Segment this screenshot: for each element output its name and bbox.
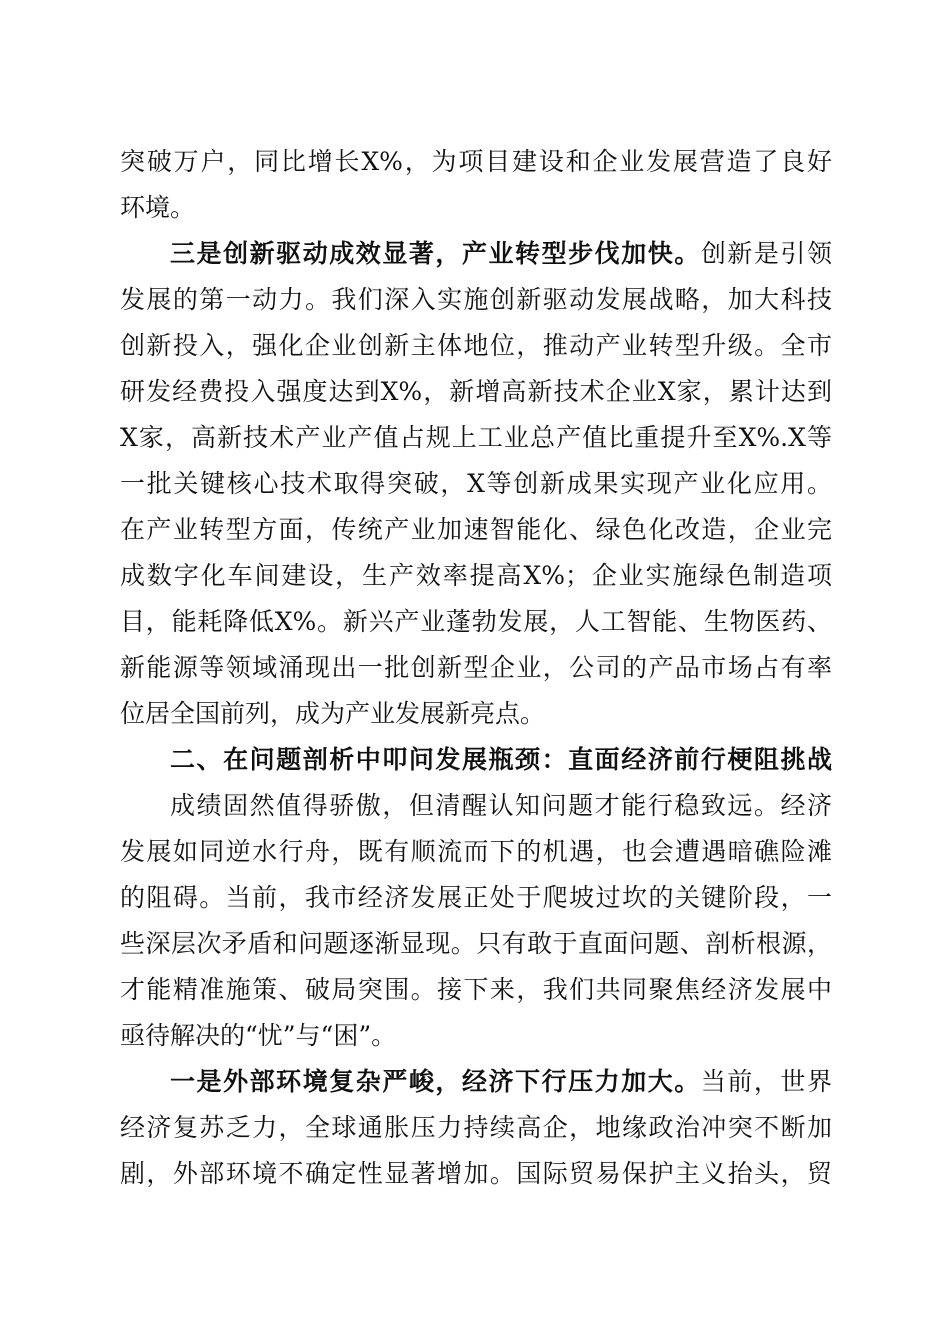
text-line: 研发经费投入强度达到X%，新增高新技术企业X家，累计达到 xyxy=(120,377,832,406)
text-line: 突破万户，同比增长X%，为项目建设和企业发展营造了良好 xyxy=(120,147,832,176)
text-line: 经济复苏乏力，全球通胀压力持续高企，地缘政治冲突不断加 xyxy=(120,1113,832,1142)
text-line: 剧，外部环境不确定性显著增加。国际贸易保护主义抬头，贸 xyxy=(120,1159,832,1188)
text-line: 发展如同逆水行舟，既有顺流而下的机遇，也会遭遇暗礁险滩 xyxy=(120,837,832,866)
text-line: 些深层次矛盾和问题逐渐显现。只有敢于直面问题、剖析根源， xyxy=(120,929,832,958)
text-line: 位居全国前列，成为产业发展新亮点。 xyxy=(120,699,546,728)
lead-sentence-rest: 创新是引领 xyxy=(700,239,832,268)
text-line: 成数字化车间建设，生产效率提高X%；企业实施绿色制造项 xyxy=(120,561,832,590)
text-line: 在产业转型方面，传统产业加速智能化、绿色化改造，企业完 xyxy=(120,515,832,544)
text-line: 一批关键核心技术取得突破，X等创新成果实现产业化应用。 xyxy=(120,469,832,498)
text-line: 发展的第一动力。我们深入实施创新驱动发展战略，加大科技 xyxy=(120,285,832,314)
text-line: 环境。 xyxy=(120,193,196,222)
section-heading: 二、在问题剖析中叩问发展瓶颈：直面经济前行梗阻挑战 xyxy=(170,745,832,774)
lead-sentence-rest: 当前，世界 xyxy=(700,1067,832,1096)
text-line: X家，高新技术产业产值占规上工业总产值比重提升至X%.X等 xyxy=(120,423,832,452)
paragraph-lead-line xyxy=(170,231,832,277)
text-line: 创新投入，强化企业创新主体地位，推动产业转型升级。全市 xyxy=(120,331,832,360)
paragraph-lead-line xyxy=(170,1059,832,1105)
text-line: 才能精准施策、破局突围。接下来，我们共同聚焦经济发展中 xyxy=(120,975,832,1004)
text-line: 亟待解决的“忧”与“困”。 xyxy=(120,1021,397,1050)
text-line: 新能源等领域涌现出一批创新型企业，公司的产品市场占有率 xyxy=(120,653,832,682)
lead-sentence-bold: 三是创新驱动成效显著，产业转型步伐加快。 xyxy=(170,239,701,268)
text-line: 成绩固然值得骄傲，但清醒认知问题才能行稳致远。经济 xyxy=(170,791,832,820)
text-line: 的阻碍。当前，我市经济发展正处于爬坡过坎的关键阶段，一 xyxy=(120,883,832,912)
text-line: 目，能耗降低X%。新兴产业蓬勃发展，人工智能、生物医药、 xyxy=(120,607,832,636)
lead-sentence-bold: 一是外部环境复杂严峻，经济下行压力加大。 xyxy=(170,1067,701,1096)
